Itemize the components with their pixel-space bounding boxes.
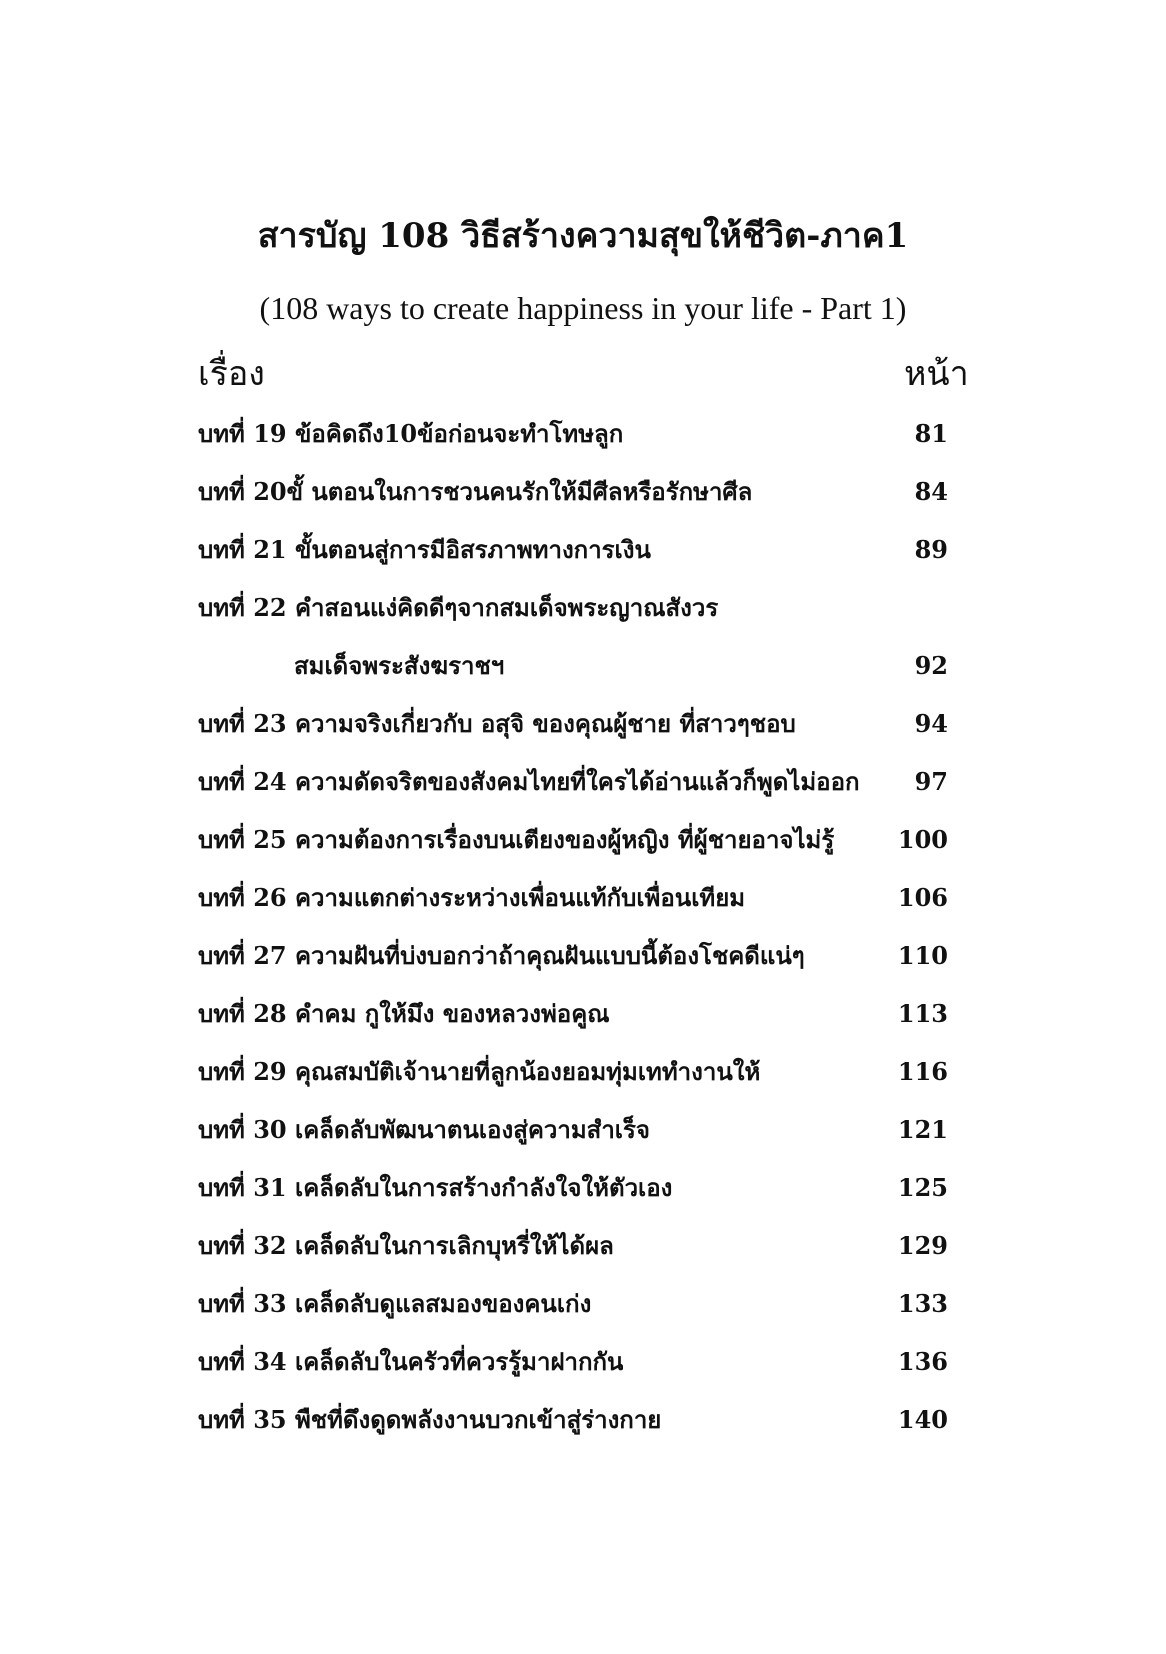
toc-entry xyxy=(198,1282,958,1340)
toc-entry xyxy=(198,876,958,934)
toc-entry xyxy=(198,1340,958,1398)
toc-entry-title: บทที่ 21 ขั้นตอนสู่การมีอิสรภาพทางการเงิน xyxy=(198,535,651,564)
column-header-topic: เรื่อง xyxy=(198,354,265,394)
toc-entry-page: 81 xyxy=(914,419,948,448)
document-subtitle: (108 ways to create happiness in your life - Part 1) xyxy=(259,290,907,326)
column-header-page: หน้า xyxy=(904,354,969,394)
toc-entry xyxy=(198,1166,958,1224)
toc-entry-title: บทที่ 27 ความฝันที่บ่งบอกว่าถ้าคุณฝันแบบนี้ต้องโชคดีแน่ๆ xyxy=(198,941,805,970)
toc-entry xyxy=(198,1108,958,1166)
toc-entry-page: 129 xyxy=(897,1231,948,1260)
toc-entry-page: 100 xyxy=(897,825,948,854)
toc-entry-page: 106 xyxy=(897,883,948,912)
toc-entry-title: บทที่ 23 ความจริงเกี่ยวกับ อสุจิ ของคุณผู้ชาย ที่สาวๆชอบ xyxy=(198,709,796,738)
toc-entry-page: 113 xyxy=(897,999,948,1028)
toc-entry xyxy=(198,934,958,992)
toc-entry-page: 97 xyxy=(914,767,948,796)
toc-entry xyxy=(198,992,958,1050)
toc-entry-title: บทที่ 20ขั้ นตอนในการชวนคนรักให้มีศีลหรือรักษาศีล xyxy=(198,477,753,506)
toc-entry-title: บทที่ 32 เคล็ดลับในการเลิกบุหรี่ให้ได้ผล xyxy=(198,1231,614,1260)
toc-entry-page: 92 xyxy=(914,651,948,680)
toc-entry-title: บทที่ 26 ความแตกต่างระหว่างเพื่อนแท้กับเพื่อนเทียม xyxy=(198,883,746,912)
toc-entry xyxy=(198,470,958,528)
toc-entry-page: 84 xyxy=(914,477,948,506)
toc-entry-title: บทที่ 30 เคล็ดลับพัฒนาตนเองสู่ความสำเร็จ xyxy=(198,1115,650,1144)
toc-entry-page: 133 xyxy=(897,1289,948,1318)
toc-entry-title: บทที่ 22 คำสอนแง่คิดดีๆจากสมเด็จพระญาณสังวร xyxy=(198,593,719,622)
toc-entry-title: บทที่ 34 เคล็ดลับในครัวที่ควรรู้มาฝากกัน xyxy=(198,1347,624,1376)
toc-entry-page: 125 xyxy=(897,1173,948,1202)
toc-entry-title: บทที่ 33 เคล็ดลับดูแลสมองของคนเก่ง xyxy=(198,1289,592,1318)
toc-entry-page: 110 xyxy=(897,941,948,970)
toc-entry-continuation xyxy=(198,644,958,702)
document-title: สารบัญ 108 วิธีสร้างความสุขให้ชีวิต-ภาค1 xyxy=(257,216,909,256)
toc-entry-title: บทที่ 19 ข้อคิดถึง10ข้อก่อนจะทำโทษลูก xyxy=(198,419,624,448)
toc-entry xyxy=(198,702,958,760)
toc-entry-page: 140 xyxy=(897,1405,948,1434)
toc-entry-title: สมเด็จพระสังฆราชฯ xyxy=(294,651,505,680)
toc-entry xyxy=(198,528,958,586)
toc-entry xyxy=(198,818,958,876)
toc-entry-title: บทที่ 24 ความดัดจริตของสังคมไทยที่ใครได้อ่านแล้วก็พูดไม่ออก xyxy=(198,767,860,796)
toc-entry-page: 116 xyxy=(897,1057,948,1086)
toc-entry xyxy=(198,1224,958,1282)
toc-entry-page: 121 xyxy=(897,1115,948,1144)
table-of-contents xyxy=(198,412,958,1456)
toc-entry-title: บทที่ 31 เคล็ดลับในการสร้างกำลังใจให้ตัวเอง xyxy=(198,1173,673,1202)
toc-entry xyxy=(198,1398,958,1456)
toc-entry xyxy=(198,412,958,470)
toc-entry-page: 136 xyxy=(897,1347,948,1376)
toc-entry-page: 94 xyxy=(914,709,948,738)
toc-entry xyxy=(198,760,958,818)
toc-entry-title: บทที่ 25 ความต้องการเรื่องบนเตียงของผู้หญิง ที่ผู้ชายอาจไม่รู้ xyxy=(198,825,835,854)
toc-entry-title: บทที่ 28 คำคม กูให้มึง ของหลวงพ่อคูณ xyxy=(198,999,610,1028)
toc-entry xyxy=(198,1050,958,1108)
toc-entry-page: 89 xyxy=(914,535,948,564)
toc-entry xyxy=(198,586,958,644)
toc-entry-title: บทที่ 29 คุณสมบัติเจ้านายที่ลูกน้องยอมทุ่มเททำงานให้ xyxy=(198,1057,761,1086)
toc-entry-title: บทที่ 35 พืชที่ดึงดูดพลังงานบวกเข้าสู่ร่างกาย xyxy=(198,1405,662,1434)
